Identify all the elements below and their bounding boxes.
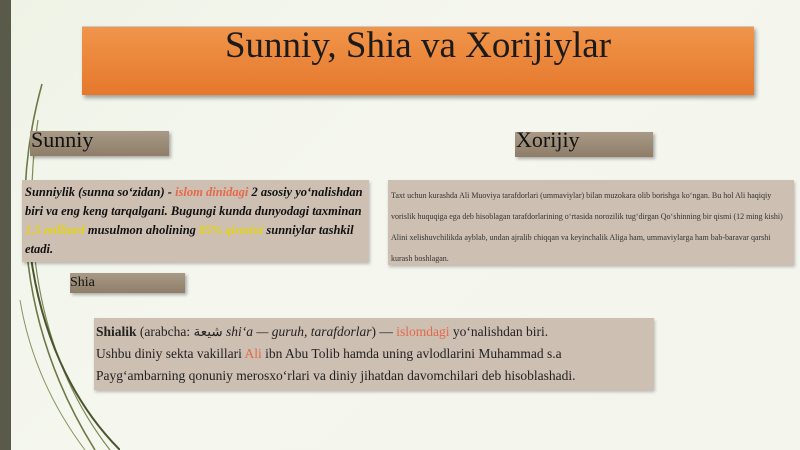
shia-highlight-1: islomdagi <box>396 324 450 339</box>
page-title: Sunniy, Shia va Xorijiylar <box>224 25 612 66</box>
xorijiy-description: Taxt uchun kurashda Ali Muoviya tarafdorlari (ummaviylar) bilan muzokara olib borishga ko‘ngan. Bu hol Ali haqiqiy vorislik huquqiga ega deb hisoblagan tarafdorlarining o‘rtasida norozilik tug‘dirgan Qo‘shinning bir qismi (12 ming kishi) Alini xelishuvchilikda ayblab, undan ajralib chiqqan va keyinchalik Aliga ham, ummaviylarga ham bab-baravar qarshi kurash boshlagan. <box>391 191 783 263</box>
sunniy-header: Sunniy <box>31 127 94 152</box>
shia-text-1: (arabcha: <box>136 324 194 339</box>
xorijiy-header: Xorijiy <box>516 127 580 152</box>
shia-header: Shia <box>70 275 95 290</box>
sunniy-highlight-1: islom dinidagi <box>175 185 249 199</box>
shia-meaning: shi‘a — guruh, tarafdorlar <box>222 324 372 339</box>
shia-text-2: ) — <box>371 324 397 339</box>
sunniy-highlight-2: 1,5 milliard <box>25 223 85 237</box>
shia-text-5: ibn Abu Tolib hamda uning avlodlarini Muhammad s.a Payg‘ambarning qonuniy merosxo‘rlari va diniy jihatdan davomchilari deb hisoblashadi. <box>96 346 576 383</box>
shia-description <box>96 321 652 387</box>
shia-term: Shialik <box>96 324 137 339</box>
sunniy-text-1: Sunniylik (sunna so‘zidan) - <box>25 185 176 199</box>
shia-text-3: yo‘nalishdan biri. <box>449 324 549 339</box>
shia-arabic: شيعة <box>193 324 223 339</box>
sunniy-text-3: musulmon aholining <box>84 223 200 237</box>
sunniy-text-2: 2 asosiy yo‘nalishdan biri va eng keng tarqalgani. Bugungi kunda dunyodagi taxminan <box>25 185 363 218</box>
shia-text-4: Ushbu diniy sekta vakillari <box>96 346 245 361</box>
shia-highlight-2: Ali <box>244 346 262 361</box>
sunniy-text-4: sunniylar tashkil etadi. <box>25 223 354 256</box>
sunniy-description <box>25 183 370 259</box>
sunniy-highlight-3: 85% qismini <box>199 223 264 237</box>
